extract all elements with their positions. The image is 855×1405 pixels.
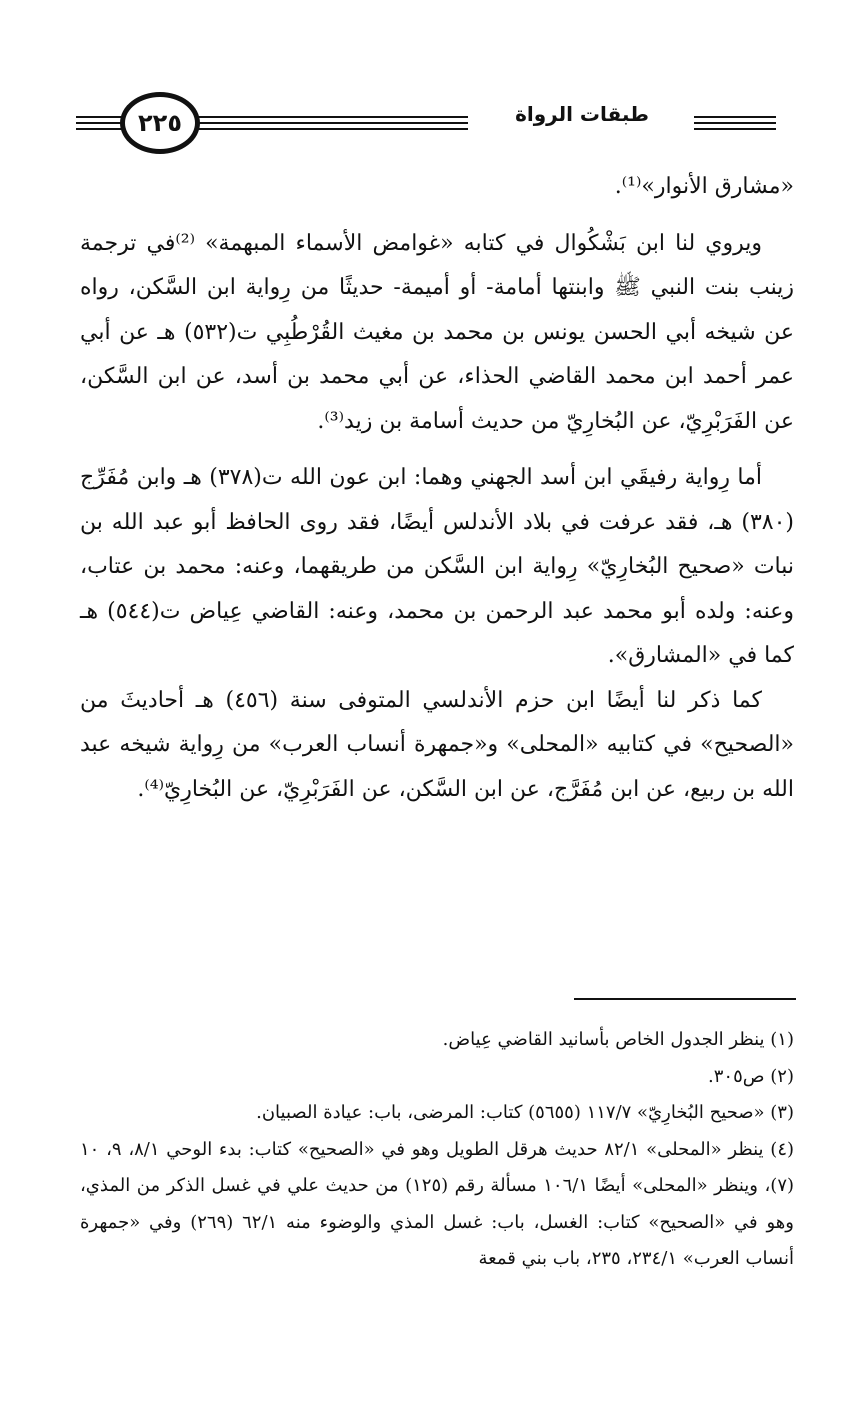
running-title: طبقات الرواة — [515, 102, 649, 126]
footnote-separator — [574, 998, 796, 1000]
page-number: ٢٢٥ — [138, 109, 182, 137]
paragraph: «مشارق الأنوار»⁽¹⁾. — [614, 174, 794, 199]
paragraph: أما رِواية رفيقَي ابن أسد الجهني وهما: ابن عون الله ت(٣٧٨) هـ وابن مُفَرِّج (٣٨٠) هـ، فقد عرفت في بلاد الأندلس أيضًا، فقد روى الحافظ أبو عبد الله بن نبات «صحيح البُخارِيّ» رِواية ابن السَّكن من طريقهما، وعنه: محمد بن عتاب، وعنه: ولده أبو محمد عبد الرحمن بن محمد، وعنه: القاضي عِياض ت(٥٤٤) هـ كما في «المشارق». — [80, 465, 795, 668]
header-rule — [694, 122, 776, 124]
header-rule — [694, 116, 776, 118]
main-text — [80, 165, 794, 812]
page-header — [76, 92, 794, 162]
footnote: (٢) ص٣٠٥. — [708, 1065, 794, 1087]
header-rule — [694, 128, 776, 130]
footnote: (١) ينظر الجدول الخاص بأسانيد القاضي عِياض. — [442, 1029, 794, 1050]
paragraph: كما ذكر لنا أيضًا ابن حزم الأندلسي المتوفى سنة (٤٥٦) هـ أحاديثَ من «الصحيح» في كتابيه «المحلى» و«جمهرة أنساب العرب» من رِواية شيخه عبد الله بن ربيع، عن ابن مُفَرَّج، عن ابن السَّكن، عن الفَرَبْرِيّ، عن البُخارِيّ⁽⁴⁾. — [80, 687, 794, 802]
page-number-badge — [120, 92, 200, 154]
paragraph: ويروي لنا ابن بَشْكُوال في كتابه «غوامض الأسماء المبهمة» ⁽²⁾في ترجمة زينب بنت النبي ﷺ وابنتها أمامة- أو أميمة- حديثًا من رِواية ابن السَّكن، رواه عن شيخه أبي الحسن يونس بن محمد بن مغيث القُرْطُبِي ت(٥٣٢) هـ عن أبي عمر أحمد ابن محمد القاضي الحذاء، عن أبي محمد بن أسد، عن ابن السَّكن، عن الفَرَبْرِيّ، عن البُخارِيّ من حديث أسامة بن زيد⁽³⁾. — [80, 230, 795, 434]
footnote: (٤) ينظر «المحلى» ٨٢/١ حديث هرقل الطويل وهو في «الصحيح» كتاب: بدء الوحي ٨/١، ٩، ١٠ (٧)، وينظر «المحلى» أيضًا ١٠٦/١ مسألة رقم (١٢٥) من حديث علي في غسل الذكر من المذي، وهو في «الصحيح» كتاب: الغسل، باب: غسل المذي والوضوء منه ٦٢/١ (٢٦٩) وفي «جمهرة أنساب العرب» ٢٣٤/١، ٢٣٥، باب بني قمعة — [80, 1138, 795, 1269]
header-rule — [198, 122, 468, 124]
header-rule — [198, 128, 468, 130]
footnote: (٣) «صحيح البُخارِيّ» ١١٧/٧ (٥٦٥٥) كتاب: المرضى، باب: عيادة الصبيان. — [256, 1102, 794, 1123]
header-rule — [198, 116, 468, 118]
footnotes — [80, 1022, 794, 1278]
